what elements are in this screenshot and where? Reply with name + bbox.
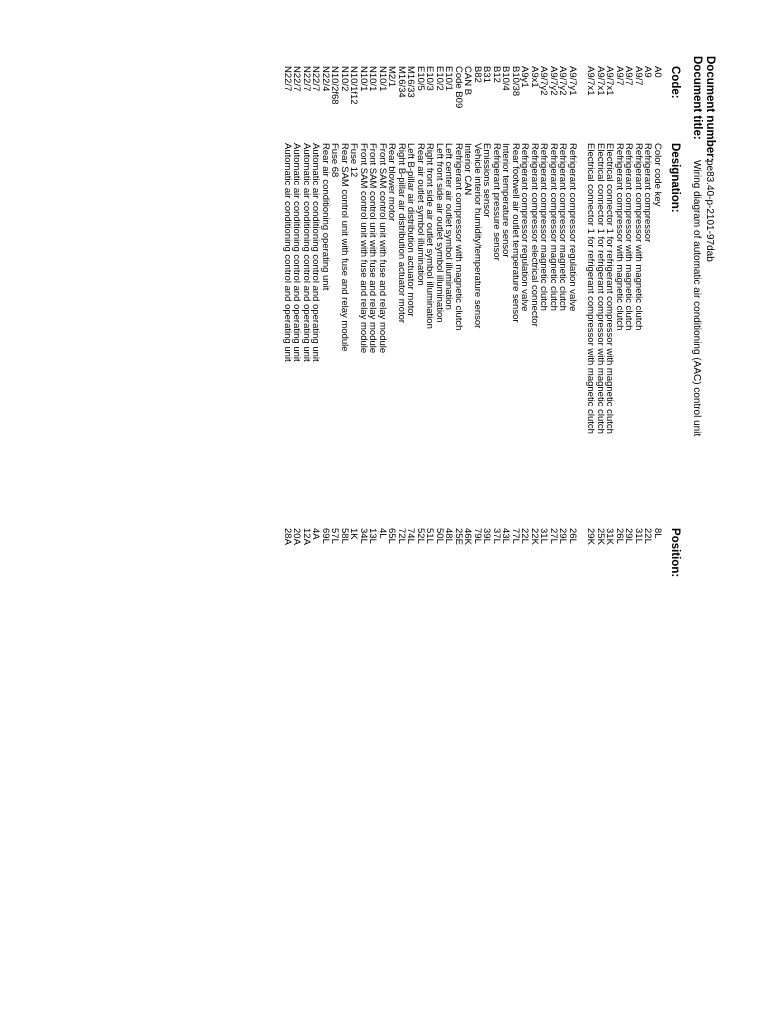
component-designation: Automatic air conditioning control and operating unit [291,143,303,362]
component-designation: Rear SAM control unit with fuse and relay module [339,143,350,352]
component-designation: Rear air conditioning operating unit [320,143,331,291]
component-position: 51L [424,528,436,544]
component-code: A9y1 [519,66,531,88]
component-code: M16/34 [396,66,407,98]
list-item [435,0,445,1024]
component-code: N10/1f12 [348,66,360,105]
component-designation: Refrigerant compressor electrical connector [529,143,540,327]
component-code: Code B09 [453,66,464,109]
component-designation: Electrical connector 1 for refrigerant compressor with magnetic clutch [604,143,616,434]
component-position: 58L [339,528,350,544]
component-designation: Right front side air outlet symbol illumination [424,143,436,329]
component-designation: Refrigerant compressor magnetic clutch [557,143,569,311]
component-designation: Automatic air conditioning control and operating unit [301,143,312,362]
list-item [368,0,378,1024]
list-item [653,0,663,1024]
list-item [359,0,369,1024]
component-position: 31L [538,528,550,544]
component-position: 39L [481,528,493,544]
component-code: A9/7x1 [585,66,597,96]
code-column-header: Code: [669,66,681,99]
component-code: E10/5 [415,66,426,91]
component-position: 37L [491,528,502,544]
list-item [643,0,653,1024]
list-item [520,0,530,1024]
component-position: 26L [567,528,578,544]
list-item [624,0,634,1024]
list-item [416,0,426,1024]
component-code: CAN B [462,66,474,96]
list-item [397,0,407,1024]
component-position: 77L [510,528,521,544]
component-position: 48L [443,528,455,544]
component-position: 1K [348,528,360,540]
component-code: E10/3 [424,66,436,91]
component-code: N22/4 [320,66,331,92]
document-header [692,56,718,436]
document-title-row [692,56,705,436]
document-number-label: Document number: [704,56,716,162]
document-number-value: pe83.40-p-2101-97dab [704,160,715,262]
component-position: 52L [415,528,426,544]
list-item [425,0,435,1024]
component-position: 8L [652,528,663,539]
component-code: A9 [642,66,654,78]
component-designation: Front SAM control unit with fuse and relay module [367,143,379,354]
component-position: 69L [320,528,331,544]
list-item [530,0,540,1024]
component-code: N22/7 [301,66,312,92]
list-item [463,0,473,1024]
list-item [539,0,549,1024]
component-position: 25K [595,528,606,545]
component-position: 34L [358,528,369,544]
component-position: 29K [585,528,597,545]
document-number-row [705,56,718,436]
component-position: 31L [633,528,644,544]
component-code: B82 [472,66,483,83]
component-position: 4A [310,528,322,540]
list-item [387,0,397,1024]
component-position: 22K [529,528,540,545]
component-position: 4L [377,528,388,539]
component-position: 65L [386,528,398,544]
component-designation: Refrigerant compressor [642,143,654,243]
component-designation: Refrigerant compressor magnetic clutch [538,143,550,311]
component-position: 57L [329,528,341,544]
component-code: A9/7y2 [538,66,550,96]
component-position: 50L [434,528,445,544]
component-designation: Automatic air conditioning control and operating unit [282,143,293,362]
component-designation: Refrigerant pressure sensor [491,143,502,261]
component-designation: Refrigerant compressor with magnetic clutch [614,143,625,331]
component-position: 22L [642,528,654,544]
component-code: A0 [652,66,663,78]
component-code: N10/2f68 [329,66,341,105]
component-designation: Automatic air conditioning control and operating unit [310,143,322,362]
component-designation: Left front side air outlet symbol illumination [434,143,445,323]
component-designation: Refrigerant compressor with magnetic clutch [633,143,644,331]
component-position: 43L [500,528,512,544]
component-code: N10/2 [339,66,350,92]
list-item [492,0,502,1024]
component-designation: Refrigerant compressor with magnetic clutch [453,143,464,331]
component-designation: Refrigerant compressor regulation valve [567,143,578,312]
component-designation: Rear footwell air outlet temperature sensor [510,143,521,323]
list-item [302,0,312,1024]
component-position: 28A [282,528,293,545]
list-item [482,0,492,1024]
list-item [558,0,568,1024]
component-designation: Vehicle interior humidity/temperature sensor [472,143,483,329]
component-position: 12A [301,528,312,545]
component-code: M2/1 [386,66,398,88]
component-designation: Right B-pillar air distribution actuator motor [396,143,407,324]
list-item [473,0,483,1024]
component-designation: Fuse 12 [348,143,360,178]
component-position: 26L [614,528,625,544]
component-position: 31K [604,528,616,545]
component-code: A9/7y2 [548,66,559,96]
component-position: 13L [367,528,379,544]
list-item [349,0,359,1024]
component-code: N22/7 [282,66,293,92]
component-position: 25E [453,528,464,545]
component-code: N10/1 [377,66,388,92]
component-position: 27L [548,528,559,544]
list-item [511,0,521,1024]
component-code: A9/7y2 [557,66,569,96]
component-designation: Color code key [652,143,663,207]
component-designation: Fuse 68 [329,143,341,178]
component-designation: Electrical connector 1 for refrigerant compressor with magnetic clutch [595,143,606,434]
component-designation: Refrigerant compressor regulation valve [519,143,531,312]
component-designation: Left center air outlet symbol illumination [443,143,455,310]
list-item [321,0,331,1024]
list-item [283,0,293,1024]
component-code: A9/7 [623,66,635,86]
component-code: B10/4 [500,66,512,91]
component-designation: Refrigerant compressor magnetic clutch [548,143,559,311]
list-item [406,0,416,1024]
component-code: A9/7x1 [595,66,606,96]
list-item [596,0,606,1024]
component-designation: Interior temperature sensor [500,143,512,258]
component-code: E10/1 [443,66,455,91]
component-designation: Left B-pillar air distribution actuator motor [405,143,417,317]
component-code: N22/7 [310,66,322,92]
component-position: 46K [462,528,474,545]
component-code: A9/7 [633,66,644,86]
component-code: E10/2 [434,66,445,91]
list-item [330,0,340,1024]
list-item [586,0,596,1024]
component-designation: Emissions sensor [481,143,493,218]
component-code: N10/1 [358,66,369,92]
component-code: A9/7 [614,66,625,86]
component-code: N22/7 [291,66,303,92]
component-position: 74L [405,528,417,544]
component-code: A9x1 [529,66,540,88]
list-item [292,0,302,1024]
component-list [283,0,663,1024]
designation-column-header: Designation: [669,143,681,213]
document-title-value: Wiring diagram of automatic air conditioning (AAC) control unit [691,160,702,437]
component-designation: Rear blower motor [386,143,398,222]
component-code: A9/7y1 [567,66,578,96]
component-code: B31 [481,66,493,83]
component-code: B12 [491,66,502,83]
list-item [568,0,578,1024]
list-item [454,0,464,1024]
component-position: 72L [396,528,407,544]
component-position: 79L [472,528,483,544]
component-code: N10/1 [367,66,379,92]
component-designation: Electrical connector 1 for refrigerant compressor with magnetic clutch [585,143,597,434]
component-position: 22L [519,528,531,544]
list-item [605,0,615,1024]
component-position: 20A [291,528,303,545]
list-item [615,0,625,1024]
component-designation: Rear air outlet symbol illumination [415,143,426,286]
list-item [444,0,454,1024]
component-designation: Front SAM control unit with fuse and relay module [377,143,388,354]
list-item [311,0,321,1024]
list-item [549,0,559,1024]
component-code: A9/7x1 [604,66,616,96]
position-column-header: Position: [669,528,681,578]
component-designation: Interior CAN [462,143,474,196]
list-item [501,0,511,1024]
list-item [634,0,644,1024]
component-code: M16/33 [405,66,417,98]
document-title-label: Document title: [691,56,703,140]
list-item [378,0,388,1024]
component-position: 29L [623,528,635,544]
component-position: 29L [557,528,569,544]
component-designation: Refrigerant compressor with magnetic clutch [623,143,635,331]
component-code: B10/38 [510,66,521,97]
component-designation: Front SAM control unit with fuse and relay module [358,143,369,354]
list-item [340,0,350,1024]
